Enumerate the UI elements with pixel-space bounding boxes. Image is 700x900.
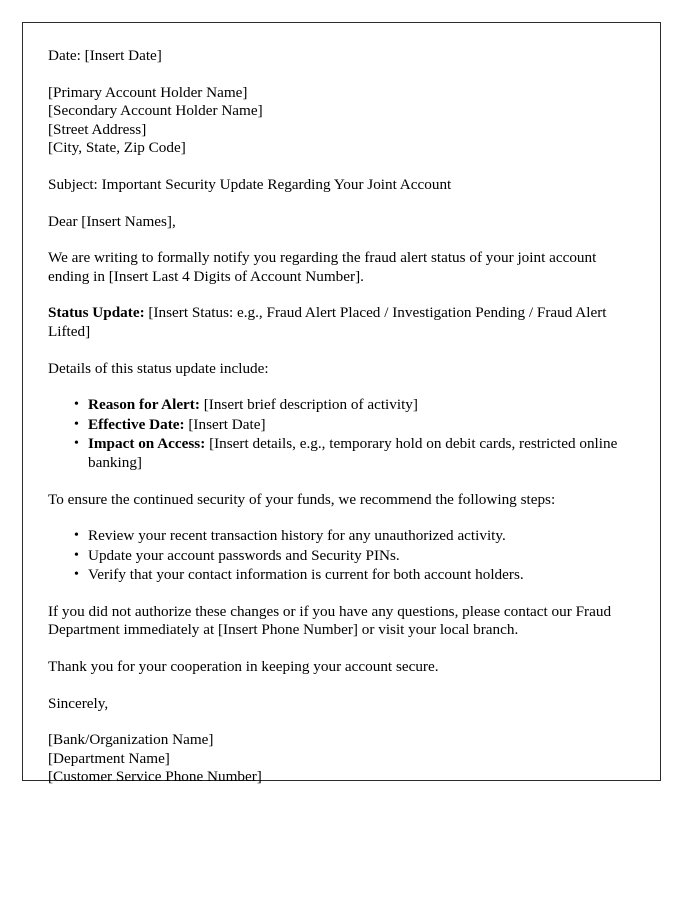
recipient-address-block (48, 84, 628, 158)
detail-item-label: Effective Date: (88, 415, 185, 433)
subject-line: Subject: Important Security Update Regarding Your Joint Account (48, 175, 452, 193)
list-item (74, 435, 628, 472)
detail-items-list (48, 396, 628, 472)
letter-body (48, 47, 628, 805)
status-update-value: [Insert Status: e.g., Fraud Alert Placed / Investigation Pending / Fraud Alert Lifted] (48, 304, 607, 340)
signature-department: [Department Name] (48, 749, 170, 767)
steps-intro: To ensure the continued security of your funds, we recommend the following steps: (48, 490, 556, 508)
list-item: • Review your recent transaction history for any unauthorized activity. (74, 527, 628, 546)
signature-block (48, 731, 628, 787)
recipient-line-primary-name: [Primary Account Holder Name] (48, 83, 248, 101)
status-update-paragraph (48, 304, 628, 341)
signature-organization: [Bank/Organization Name] (48, 731, 214, 749)
contact-paragraph: If you did not authorize these changes or if you have any questions, please contact our Fraud Department immediately at [Insert Phone Number] or visit your local branch. (48, 602, 612, 639)
recommended-steps-list (48, 527, 628, 585)
closing-thanks: Thank you for your cooperation in keeping your account secure. (48, 658, 439, 676)
list-item: • Verify that your contact information is current for both account holders. (74, 566, 628, 585)
list-item (74, 416, 628, 435)
recipient-line-street: [Street Address] (48, 120, 147, 138)
signature-phone: [Customer Service Phone Number] (48, 768, 262, 786)
date-line: Date: [Insert Date] (48, 47, 162, 64)
recipient-line-city-state-zip: [City, State, Zip Code] (48, 139, 186, 157)
sign-off: Sincerely, (48, 694, 109, 712)
salutation: Dear [Insert Names], (48, 212, 176, 230)
document-page-frame (22, 22, 661, 786)
list-item: • Update your account passwords and Security PINs. (74, 547, 628, 566)
intro-paragraph: We are writing to formally notify you regarding the fraud alert status of your joint account ending in [Insert Last 4 Digits of Account Number]. (48, 249, 597, 285)
detail-item-value: [Insert details, e.g., temporary hold on debit cards, restricted online banking] (88, 435, 618, 471)
details-intro: Details of this status update include: (48, 359, 269, 377)
detail-item-value: [Insert brief description of activity] (199, 396, 418, 414)
status-update-label: Status Update: (48, 304, 145, 322)
recipient-line-secondary-name: [Secondary Account Holder Name] (48, 102, 263, 120)
detail-item-label: Reason for Alert: (88, 396, 200, 414)
detail-item-label: Impact on Access: (88, 435, 206, 453)
list-item (74, 396, 628, 415)
detail-item-value: [Insert Date] (184, 415, 266, 433)
